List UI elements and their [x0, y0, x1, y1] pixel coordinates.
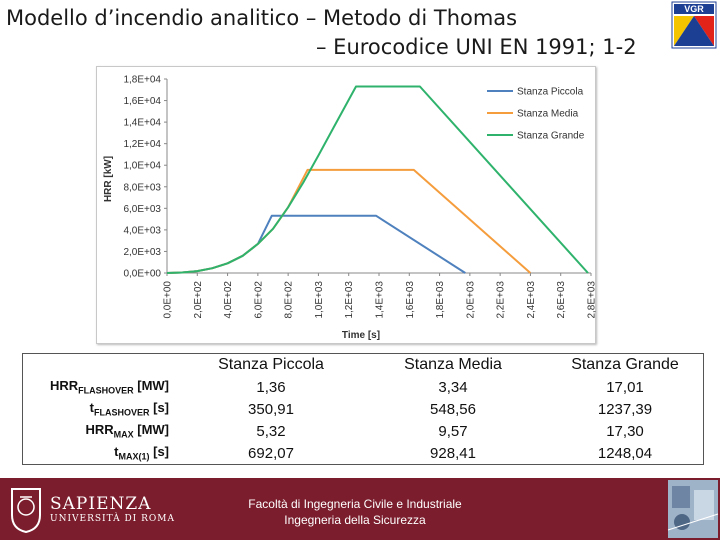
x-tick-label: 4,0E+02 — [223, 281, 235, 319]
x-tick-label: 6,0E+02 — [253, 281, 265, 319]
x-tick-label: 2,2E+03 — [495, 281, 507, 319]
row-label-hrr-flashover: $HRR_{FLASHOVER}$ [MW] — [23, 376, 184, 398]
cell-value: 1,36 — [256, 378, 286, 396]
series-line-stanza-media — [167, 170, 530, 273]
legend-label: Stanza Piccola — [517, 86, 584, 98]
table-header-row — [23, 354, 704, 377]
y-axis — [123, 75, 167, 280]
cell-value: 1248,04 — [547, 442, 704, 465]
slide-title — [6, 4, 646, 62]
cell-value: 3,34 — [438, 378, 468, 396]
legend-label: Stanza Media — [517, 108, 579, 120]
cell-value: 17,30 — [547, 420, 704, 442]
university-name: SAPIENZA — [50, 494, 152, 514]
cell-value: 5,32 — [256, 422, 286, 440]
x-tick-label: 1,0E+03 — [313, 281, 325, 319]
row-label-hrr-max: $HRR_{MAX}$ [MW] — [23, 420, 184, 442]
faculty-line-1: Facoltà di Ingegneria Civile e Industriale — [248, 497, 462, 511]
col-header-piccola: Stanza Piccola — [183, 354, 359, 377]
results-table — [22, 353, 704, 465]
table-row — [23, 376, 704, 398]
faculty-text — [210, 496, 500, 528]
x-tick-label: 8,0E+02 — [283, 281, 295, 319]
vgr-logo — [672, 2, 716, 48]
x-tick-label: 0,0E+00 — [162, 281, 174, 319]
x-tick-label: 2,4E+03 — [525, 281, 537, 319]
table-corner-cell — [23, 354, 184, 377]
footer-bar — [0, 478, 720, 540]
y-tick-label: 1,4E+04 — [123, 117, 161, 129]
y-tick-label: 0,0E+00 — [123, 268, 161, 280]
legend-label: Stanza Grande — [517, 130, 585, 142]
y-tick-label: 1,6E+04 — [123, 96, 161, 108]
x-tick-label: 2,8E+03 — [586, 281, 598, 319]
x-tick-label: 1,2E+03 — [344, 281, 356, 319]
cell-value: 9,57 — [438, 422, 468, 440]
x-axis-label: Time [s] — [341, 330, 381, 341]
y-tick-label: 1,2E+04 — [123, 139, 161, 151]
row-label-t-max: $t_{MAX(1)}$ [s] — [23, 442, 184, 465]
vgr-logo-text: VGR — [684, 4, 704, 14]
x-tick-label: 1,8E+03 — [435, 281, 447, 319]
y-tick-label: 2,0E+03 — [123, 246, 161, 258]
chart-legend — [487, 87, 585, 142]
title-line-2: – Eurocodice UNI EN 1991; 1-2 — [316, 35, 637, 59]
col-header-grande: Stanza Grande — [547, 354, 704, 377]
cell-value: 1237,39 — [547, 398, 704, 420]
cell-value: 928,41 — [359, 442, 547, 465]
cell-value: 350,91 — [248, 400, 294, 418]
x-tick-label: 2,0E+02 — [192, 281, 204, 319]
y-tick-label: 1,8E+04 — [123, 74, 161, 86]
y-tick-label: 8,0E+03 — [123, 182, 161, 194]
cell-value: 17,01 — [547, 376, 704, 398]
x-tick-label: 1,4E+03 — [374, 281, 386, 319]
hrr-chart — [96, 66, 596, 344]
table-row — [23, 398, 704, 420]
sapienza-seal-icon — [8, 485, 44, 533]
faculty-line-2: Ingegneria della Sicurezza — [284, 513, 426, 527]
x-tick-label: 2,6E+03 — [556, 281, 568, 319]
table-row — [23, 420, 704, 442]
y-tick-label: 6,0E+03 — [123, 203, 161, 215]
y-tick-label: 1,0E+04 — [123, 160, 161, 172]
university-subtitle: UNIVERSITÀ DI ROMA — [50, 514, 175, 524]
title-line-1: Modello d’incendio analitico – Metodo di Thomas — [6, 6, 518, 30]
cell-value: 548,56 — [430, 400, 476, 418]
x-tick-label: 2,0E+03 — [465, 281, 477, 319]
cell-value: 692,07 — [183, 442, 359, 465]
table-row — [23, 442, 704, 465]
col-header-media: Stanza Media — [359, 354, 547, 377]
y-tick-label: 4,0E+03 — [123, 225, 161, 237]
row-label-t-flashover: $t_{FLASHOVER}$ [s] — [23, 398, 184, 420]
series-line-stanza-piccola — [167, 216, 465, 273]
chart-svg — [97, 67, 598, 343]
y-axis-label: HRR [kW] — [103, 155, 114, 203]
x-axis — [163, 273, 598, 319]
engineering-thumbnail-image — [668, 480, 718, 538]
x-tick-label: 1,6E+03 — [404, 281, 416, 319]
